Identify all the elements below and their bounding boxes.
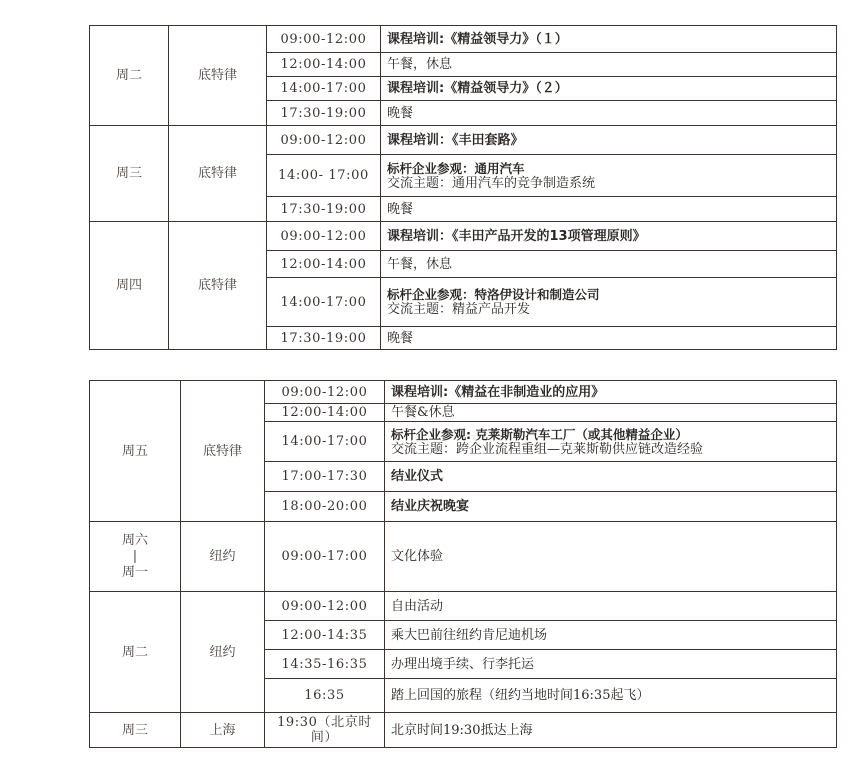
day-cell: 周二 [90,26,169,126]
activity-title: 标杆企业参观: 克莱斯勒汽车工厂（或其他精益企业） [391,426,688,442]
time-cell: 09:00-12:00 [267,126,381,155]
time-cell: 12:00-14:00 [265,404,385,422]
activity-cell: 午餐&休息 [385,404,837,422]
activity-cell [381,155,837,197]
time-cell: 12:00-14:00 [267,53,381,77]
day-cell: 周五 [90,381,181,522]
time-cell: 16:35 [265,679,385,713]
day-separator: | [132,548,138,564]
day-cell: 周二 [90,592,181,713]
schedule-table-2 [89,380,837,748]
activity-cell [385,422,837,462]
activity-cell: 乘大巴前往纽约肯尼迪机场 [385,621,837,650]
time-cell: 14:00-17:00 [267,77,381,101]
city-cell: 纽约 [181,592,265,713]
time-cell: 19:30（北京时间） [265,713,385,748]
activity-cell: 结业仪式 [385,462,837,492]
city-cell: 底特律 [169,222,267,350]
activity-cell: 课程培训:《精益领导力》（１） [381,26,837,53]
day-end: 周一 [121,564,148,580]
activity-subtitle: 交流主题：跨企业流程重组—克莱斯勒供应链改造经验 [391,441,704,457]
city-cell: 底特律 [181,381,265,522]
table-row [90,522,837,592]
table-row [90,222,837,251]
time-cell: 12:00-14:00 [267,251,381,278]
table-row [90,26,837,53]
city-cell: 底特律 [169,126,267,222]
time-cell: 17:30-19:00 [267,197,381,222]
activity-cell: 课程培训：《丰田产品开发的13项管理原则》 [381,222,837,251]
activity-cell: 文化体验 [385,522,837,592]
time-cell: 18:00-20:00 [265,492,385,522]
activity-subtitle: 交流主题：通用汽车的竞争制造系统 [387,175,596,191]
day-cell [90,522,181,592]
time-cell: 17:30-19:00 [267,101,381,126]
activity-cell: 办理出境手续、行李托运 [385,650,837,679]
activity-cell: 晚餐 [381,197,837,222]
day-cell: 周四 [90,222,169,350]
activity-cell: 晚餐 [381,101,837,126]
time-cell: 09:00-12:00 [265,381,385,404]
time-cell: 17:30-19:00 [267,327,381,350]
time-cell: 12:00-14:35 [265,621,385,650]
activity-cell: 结业庆祝晚宴 [385,492,837,522]
activity-cell: 午餐，休息 [381,53,837,77]
activity-cell: 北京时间19:30抵达上海 [385,713,837,748]
table-row [90,381,837,404]
activity-cell: 课程培训:《精益领导力》（２） [381,77,837,101]
time-cell: 17:00-17:30 [265,462,385,492]
day-start: 周六 [121,532,148,548]
time-cell: 14:00- 17:00 [267,155,381,197]
time-cell: 09:00-12:00 [267,222,381,251]
time-cell: 09:00-12:00 [267,26,381,53]
activity-title: 标杆企业参观：通用汽车 [387,160,525,176]
activity-subtitle: 交流主题：精益产品开发 [387,302,531,317]
activity-title: 标杆企业参观：特洛伊设计和制造公司 [387,287,600,302]
time-cell: 09:00-17:00 [265,522,385,592]
time-cell: 14:00-17:00 [267,278,381,327]
schedule-table-1 [89,25,837,350]
table-row [90,713,837,748]
activity-cell: 自由活动 [385,592,837,621]
city-cell: 纽约 [181,522,265,592]
time-cell: 14:00-17:00 [265,422,385,462]
activity-cell: 踏上回国的旅程（纽约当地时间16:35起飞） [385,679,837,713]
city-cell: 上海 [181,713,265,748]
time-cell: 14:35-16:35 [265,650,385,679]
activity-cell: 晚餐 [381,327,837,350]
table-row [90,126,837,155]
activity-cell: 课程培训:《精益在非制造业的应用》 [385,381,837,404]
day-cell: 周三 [90,126,169,222]
activity-cell [381,278,837,327]
activity-cell: 课程培训：《丰田套路》 [381,126,837,155]
time-cell: 09:00-12:00 [265,592,385,621]
city-cell: 底特律 [169,26,267,126]
day-cell: 周三 [90,713,181,748]
table-row [90,592,837,621]
activity-cell: 午餐，休息 [381,251,837,278]
